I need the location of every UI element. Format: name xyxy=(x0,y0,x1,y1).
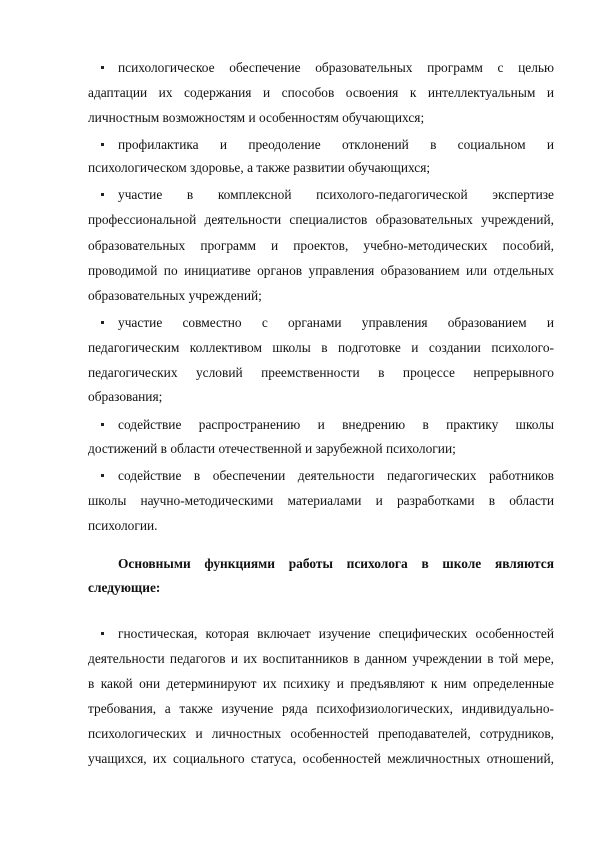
bullet-marker xyxy=(101,193,104,196)
list-item-line: образовательных программ и проектов, учебно-методических пособий, xyxy=(88,238,554,253)
list-item-line: личностным возможностям и особенностям обучающихся; xyxy=(88,110,425,125)
list-item-line: содействие распространению и внедрению в практику школы xyxy=(118,417,554,432)
bullet-marker xyxy=(101,474,104,477)
list-item-line: педагогических условий преемственности в процессе непрерывного xyxy=(88,365,554,380)
list-item-line: участие совместно с органами управления образованием и xyxy=(118,315,554,330)
section-heading: следующие: xyxy=(88,580,161,595)
list-item-line: психологических и личностных особенностей преподавателей, сотрудников, xyxy=(88,726,554,741)
list-item-line: профессиональной деятельности специалистов образовательных учреждений, xyxy=(88,212,554,227)
list-item-line: гностическая, которая включает изучение специфических особенностей xyxy=(118,626,554,641)
bullet-marker xyxy=(101,66,104,69)
list-item-line: проводимой по инициативе органов управления образованием или отдельных xyxy=(88,263,554,278)
list-item-line: в какой они детерминируют их психику и предъявляют к ним определенные xyxy=(88,676,554,691)
bullet-marker xyxy=(101,423,104,426)
list-item-line: участие в комплексной психолого-педагогической экспертизе xyxy=(118,187,554,202)
list-item-line: образовательных учреждений; xyxy=(88,288,262,303)
list-item-line: деятельности педагогов и их воспитанников в данном учреждении в той мере, xyxy=(88,651,554,666)
list-item-line: образования; xyxy=(88,389,163,404)
list-item-line: требования, а также изучение ряда психофизиологических, индивидуально- xyxy=(88,701,554,716)
bullet-marker xyxy=(101,321,104,324)
list-item-line: достижений в области отечественной и зарубежной психологии; xyxy=(88,441,456,456)
list-item-line: адаптации их содержания и способов освоения к интеллектуальным и xyxy=(88,85,554,100)
bullet-marker xyxy=(101,632,104,635)
list-item-line: психологическое обеспечение образовательных программ с целью xyxy=(118,60,554,75)
list-item-line: психологии. xyxy=(88,518,158,533)
list-item-line: содействие в обеспечении деятельности педагогических работников xyxy=(118,468,554,483)
list-item-line: профилактика и преодоление отклонений в социальном и xyxy=(118,137,554,152)
list-item-line: школы научно-методическими материалами и разработками в области xyxy=(88,493,554,508)
list-item-line: психологическом здоровье, а также развитии обучающихся; xyxy=(88,160,431,175)
section-heading: Основными функциями работы психолога в школе являются xyxy=(118,556,554,571)
list-item-line: учащихся, их социального статуса, особенностей межличностных отношений, xyxy=(88,751,554,766)
list-item-line: педагогическим коллективом школы в подготовке и создании психолого- xyxy=(88,340,554,355)
bullet-marker xyxy=(101,143,104,146)
